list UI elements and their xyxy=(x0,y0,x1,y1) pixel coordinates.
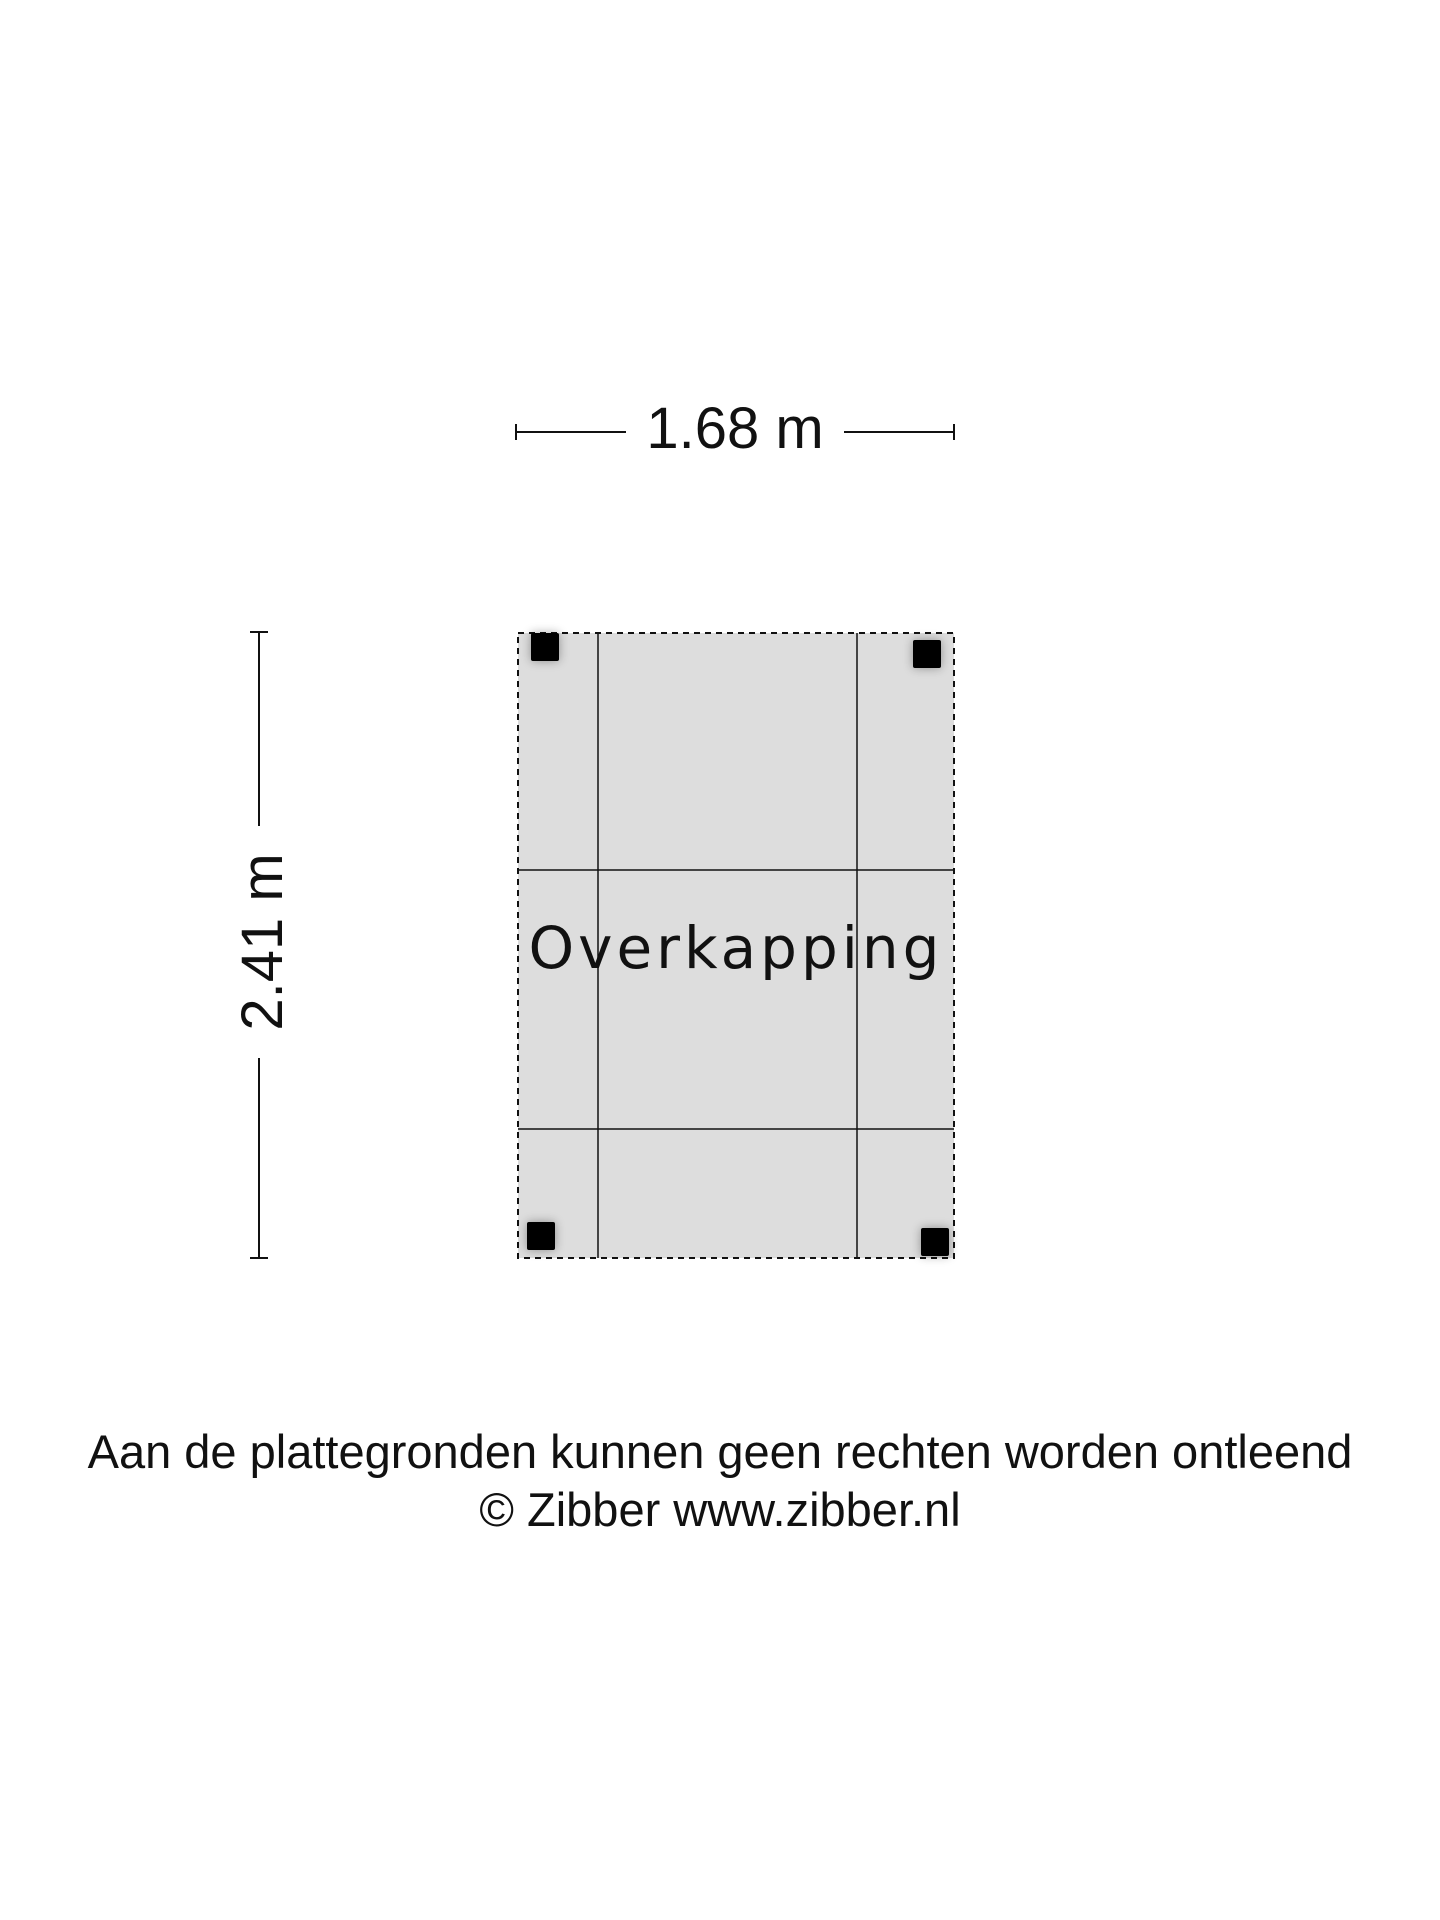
room-label: Overkapping xyxy=(528,914,944,982)
post xyxy=(531,633,559,661)
width-dimension xyxy=(516,396,954,461)
disclaimer-text: Aan de plattegronden kunnen geen rechten worden ontleend xyxy=(87,1425,1353,1478)
post xyxy=(921,1228,949,1256)
width-label: 1.68 m xyxy=(646,396,824,461)
height-label: 2.41 m xyxy=(230,853,295,1031)
height-dimension xyxy=(230,632,295,1258)
copyright-text: © Zibber www.zibber.nl xyxy=(479,1483,961,1536)
room-overkapping xyxy=(518,633,954,1258)
post xyxy=(913,640,941,668)
post xyxy=(527,1222,555,1250)
